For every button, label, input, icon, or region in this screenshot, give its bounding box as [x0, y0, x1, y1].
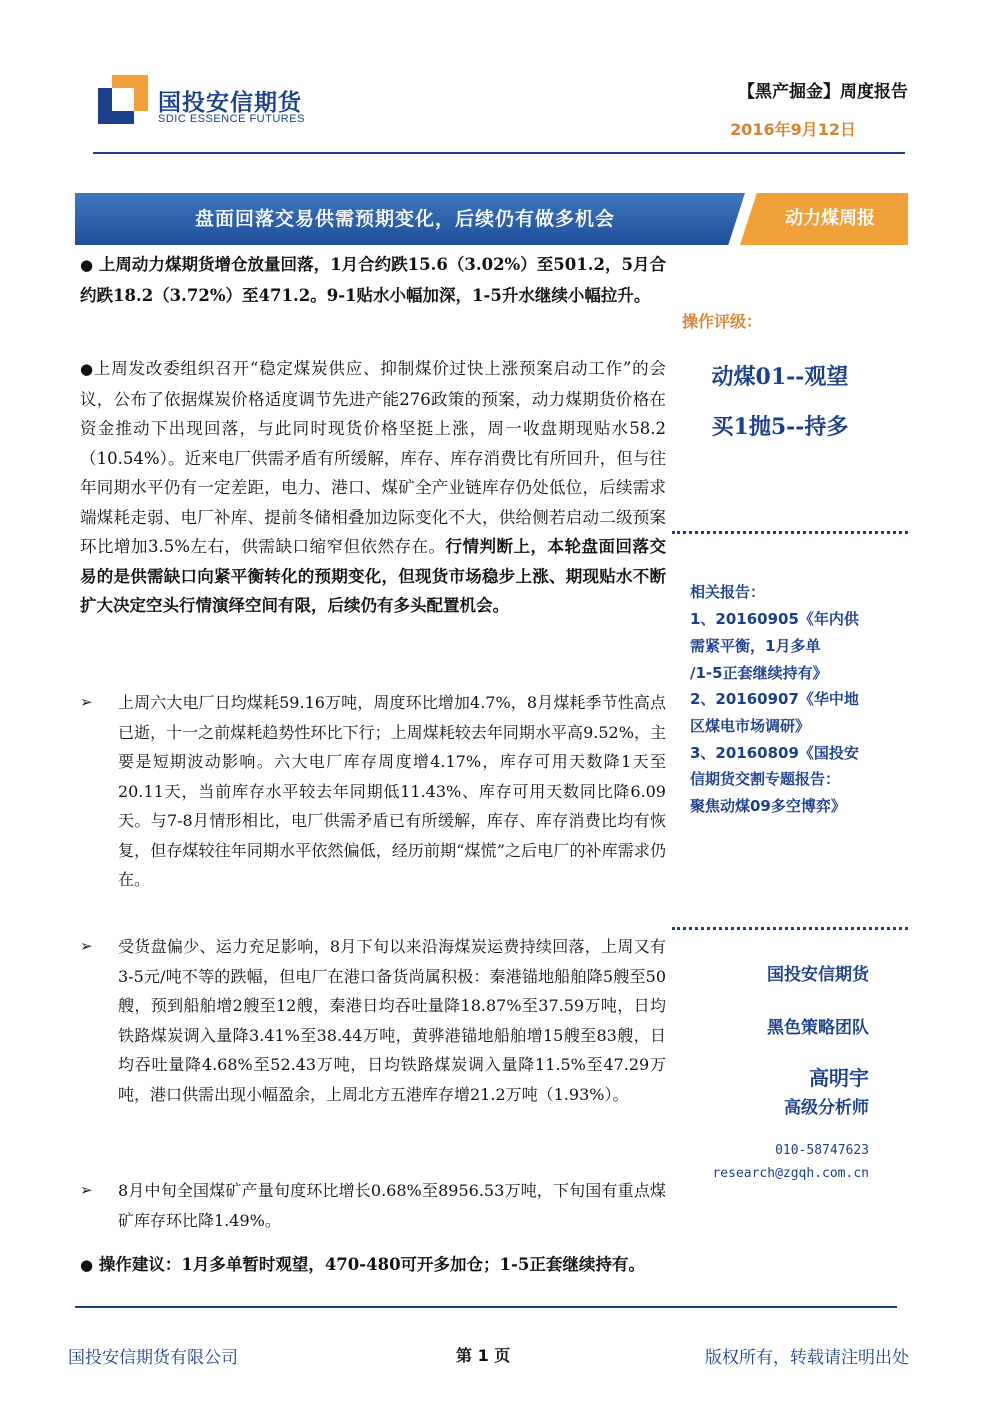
sidebar-company: 国投安信期货: [767, 965, 869, 985]
header-divider: [93, 152, 905, 154]
arrow-bullet-icon: ➢: [80, 937, 93, 955]
operation-suggestion-text: 操作建议：1月多单暂时观望，470-480可开多加仓；1-5正套继续持有。: [98, 1255, 645, 1274]
bullet-icon: ●: [80, 360, 94, 378]
bullet-icon: ●: [80, 1256, 94, 1274]
report-series-title: 【黑产掘金】周度报告: [738, 82, 908, 102]
related-report-line[interactable]: 区煤电市场调研》: [690, 717, 811, 735]
footer-company: 国投安信期货有限公司: [68, 1348, 238, 1368]
detail-text: 受货盘偏少、运力充足影响，8月下旬以来沿海煤炭运费持续回落，上周又有3-5元/吨不等的跌幅，但电厂在港口备货尚属积极：秦港锚地船舶降5艘至50艘，预到船舶增2艘至12艘，秦港日均吞吐量降18.87%至37.59万吨，日均铁路煤炭调入量降3.41%至38.44万吨，黄骅港锚地船舶增15艘至83艘，日均吞吐量降4.68%至52.43万吨，日均铁路煤炭调入量降11.5%至47.29万吨，港口供需出现小幅盈余，上周北方五港库存增21.2万吨（1.93%）。: [118, 937, 666, 1104]
detail-text: 上周六大电厂日均煤耗59.16万吨，周度环比增加4.7%，8月煤耗季节性高点已逝，十一之前煤耗趋势性环比下行；上周煤耗较去年同期水平高9.52%，主要是短期波动影响。六大电厂库存周度增4.17%，库存可用天数降1天至20.11天，当前库存水平较去年同期低11.43%、库存可用天数同比降6.09天。与7-8月情形相比，电厂供需矛盾已有所缓解，库存、库存消费比均有恢复，但存煤较往年同期水平依然偏低，经历前期“煤慌”之后电厂的补库需求仍在。: [118, 693, 666, 889]
sidebar-team: 黑色策略团队: [767, 1018, 869, 1038]
detail-text: 8月中旬全国煤矿产量旬度环比增长0.68%至8956.53万吨，下旬国有重点煤矿库存环比降1.49%。: [118, 1181, 666, 1230]
related-report-line[interactable]: 需紧平衡，1月多单: [690, 637, 821, 655]
rating-spread: 买1抛5--持多: [711, 414, 849, 440]
arrow-bullet-icon: ➢: [80, 1181, 93, 1199]
related-reports-title: 相关报告：: [690, 583, 766, 601]
page-number: 第 1 页: [456, 1346, 511, 1365]
detail-item-coal-output: [80, 1176, 666, 1235]
logo-company-name: 国投安信期货: [158, 90, 302, 116]
report-date: 2016年9月12日: [730, 120, 856, 139]
logo-company-name-en: SDIC ESSENCE FUTURES: [158, 113, 305, 125]
arrow-bullet-icon: ➢: [80, 693, 93, 711]
sidebar-divider: [672, 531, 908, 534]
report-type-label: 动力煤周报: [785, 208, 875, 229]
related-report-line[interactable]: 3、20160809《国投安: [690, 744, 859, 762]
summary-bullet-policy: [80, 354, 666, 621]
analyst-title: 高级分析师: [784, 1098, 869, 1118]
contact-phone: 010-58747623: [775, 1143, 869, 1158]
related-report-line[interactable]: 1、20160905《年内供: [690, 610, 859, 628]
policy-analysis-text: 上周发改委组织召开“稳定煤炭供应、抑制煤价过快上涨预案启动工作”的会议，公布了依据煤炭价格适度调节先进产能276政策的预案，动力煤期货价格在资金推动下出现回落，与此同时现货价格坚挺上涨，周一收盘期现贴水58.2（10.54%）。近来电厂供需矛盾有所缓解，库存、库存消费比有所回升，但与往年同期水平仍有一定差距，电力、港口、煤矿全产业链库存仍处低位，后续需求端煤耗走弱、电厂补库、提前冬储相叠加边际变化不大，供给侧若启动二级预案环比增加3.5%左右，供需缺口缩窄但依然存在。: [80, 359, 666, 556]
summary-bullet-text: 上周动力煤期货增仓放量回落，1月合约跌15.6（3.02%）至501.2，5月合约跌18.2（3.72%）至471.2。9-1贴水小幅加深，1-5升水继续小幅拉升。: [80, 255, 666, 305]
contact-email[interactable]: research@zgqh.com.cn: [712, 1166, 869, 1181]
company-logo-icon: [98, 75, 148, 125]
operation-suggestion: [80, 1250, 666, 1281]
bullet-icon: ●: [80, 256, 94, 274]
detail-item-ports: [80, 932, 666, 1109]
footer-divider: [75, 1306, 897, 1308]
related-report-line[interactable]: 信期货交割专题报告：: [690, 770, 841, 788]
analyst-name: 高明宇: [809, 1066, 869, 1090]
rating-contract-01: 动煤01--观望: [711, 364, 849, 390]
related-report-line[interactable]: 2、20160907《华中地: [690, 690, 859, 708]
market-judgment-text: 行情判断上，本轮盘面回落交易的是供需缺口向紧平衡转化的预期变化，但现货市场稳步上涨、期现贴水不断扩大决定空头行情演绎空间有限，后续仍有多头配置机会。: [80, 537, 666, 615]
report-headline: 盘面回落交易供需预期变化，后续仍有做多机会: [194, 208, 615, 230]
rating-label: 操作评级：: [682, 312, 763, 331]
sidebar-divider: [672, 927, 908, 930]
detail-item-power-plants: [80, 688, 666, 895]
related-report-line[interactable]: /1-5正套继续持有》: [690, 664, 828, 682]
related-report-line[interactable]: 聚焦动煤09多空博弈》: [690, 797, 846, 815]
summary-bullet-futures: [80, 250, 666, 310]
footer-copyright: 版权所有，转载请注明出处: [705, 1348, 909, 1368]
